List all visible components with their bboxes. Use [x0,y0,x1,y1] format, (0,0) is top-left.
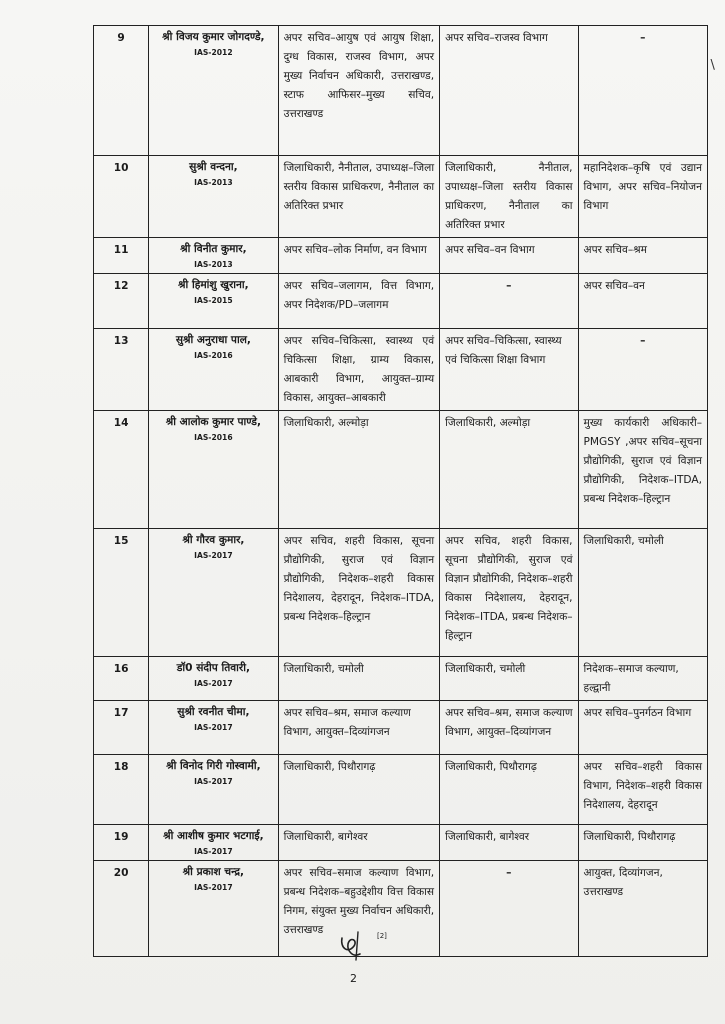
present-posting: अपर सचिव–श्रम, समाज कल्याण विभाग, आयुक्त–दिव्यांगजन [278,701,440,755]
officer-cell [149,156,278,238]
officer-name: श्री आलोक कुमार पाण्डे, [165,416,261,428]
officer-name: श्री विनोद गिरी गोस्वामी, [166,760,261,772]
new-posting: अपर सचिव–पुनर्गठन विभाग [578,701,707,755]
present-posting: अपर सचिव–आयुष एवं आयुष शिक्षा, दुग्ध विकास, राजस्व विभाग, अपर मुख्य निर्वाचन अधिकारी, उत्तराखण्ड, स्टाफ आफिसर–मुख्य सचिव, उत्तराखण्ड [278,26,440,156]
proposed-posting: जिलाधिकारी, अल्मोड़ा [440,411,578,529]
serial-number: 11 [94,238,149,274]
new-posting: अपर सचिव–वन [578,274,707,329]
proposed-posting: जिलाधिकारी, नैनीताल, उपाध्यक्ष–जिला स्तरीय विकास प्राधिकरण, नैनीताल का अतिरिक्त प्रभार [440,156,578,238]
dash-mark: – [640,335,646,347]
new-posting: अपर सचिव–शहरी विकास विभाग, निदेशक–शहरी विकास निदेशालय, देहरादून [578,755,707,825]
serial-number: 15 [94,529,149,657]
officer-batch: IAS-2017 [194,883,233,892]
new-posting: जिलाधिकारी, चमोली [578,529,707,657]
officer-cell [149,657,278,701]
serial-number: 17 [94,701,149,755]
officer-cell [149,825,278,861]
officer-name: श्री विनीत कुमार, [180,243,247,255]
serial-number: 9 [94,26,149,156]
proposed-posting: अपर सचिव–राजस्व विभाग [440,26,578,156]
new-posting: जिलाधिकारी, पिथौरागढ़ [578,825,707,861]
table-row [94,26,708,156]
officer-cell [149,329,278,411]
proposed-posting: जिलाधिकारी, बागेश्वर [440,825,578,861]
proposed-posting [440,861,578,957]
officer-name: श्री प्रकाश चन्द्र, [182,866,245,878]
margin-mark: ∖ [708,58,717,73]
proposed-posting: जिलाधिकारी, पिथौरागढ़ [440,755,578,825]
table-row [94,529,708,657]
officer-name: श्री गौरव कुमार, [182,534,245,546]
officer-cell [149,411,278,529]
officer-cell [149,26,278,156]
officer-name: श्री हिमांशु खुराना, [178,279,249,291]
new-posting: महानिदेशक–कृषि एवं उद्यान विभाग, अपर सचिव–नियोजन विभाग [578,156,707,238]
officer-cell [149,238,278,274]
officer-batch: IAS-2017 [194,679,233,688]
signature-mark [338,930,378,962]
new-posting: आयुक्त, दिव्यांगजन, उत्तराखण्ड [578,861,707,957]
present-posting: जिलाधिकारी, चमोली [278,657,440,701]
new-posting: मुख्य कार्यकारी अधिकारी–PMGSY ,अपर सचिव–सूचना प्रौद्योगिकी, सुराज एवं विज्ञान प्रौद्योगिकी, निदेशक–ITDA, प्रबन्ध निदेशक–हिल्ट्रान [578,411,707,529]
officer-batch: IAS-2012 [194,48,233,57]
officer-name: श्री विजय कुमार जोगदण्डे, [162,31,265,43]
officer-batch: IAS-2016 [194,351,233,360]
officer-batch: IAS-2016 [194,433,233,442]
officer-name: सुश्री वन्दना, [189,161,238,173]
proposed-posting [440,274,578,329]
table-row [94,701,708,755]
present-posting: जिलाधिकारी, अल्मोड़ा [278,411,440,529]
officer-name: डॉ0 संदीप तिवारी, [176,662,250,674]
present-posting: जिलाधिकारी, पिथौरागढ़ [278,755,440,825]
proposed-posting: अपर सचिव, शहरी विकास, सूचना प्रौद्योगिकी, सुराज एवं विज्ञान प्रौद्योगिकी, निदेशक–शहरी विकास निदेशालय, देहरादून, निदेशक–ITDA, प्रबन्ध निदेशक–हिल्ट्रान [440,529,578,657]
serial-number: 12 [94,274,149,329]
officer-name: सुश्री अनुराधा पाल, [175,334,251,346]
present-posting: अपर सचिव–चिकित्सा, स्वास्थ्य एवं चिकित्सा शिक्षा, ग्राम्य विकास, आबकारी विभाग, आयुक्त–ग्राम्य विकास, आयुक्त–आबकारी [278,329,440,411]
officer-batch: IAS-2017 [194,777,233,786]
serial-number: 13 [94,329,149,411]
table-row [94,861,708,957]
table-row [94,657,708,701]
present-posting: अपर सचिव, शहरी विकास, सूचना प्रौद्योगिकी, सुराज एवं विज्ञान प्रौद्योगिकी, निदेशक–शहरी विकास निदेशालय, देहरादून, निदेशक–ITDA, प्रबन्ध निदेशक–हिल्ट्रान [278,529,440,657]
officer-name: सुश्री रवनीत चीमा, [177,706,250,718]
officer-cell [149,701,278,755]
serial-number: 18 [94,755,149,825]
new-posting [578,329,707,411]
proposed-posting: जिलाधिकारी, चमोली [440,657,578,701]
serial-number: 19 [94,825,149,861]
new-posting: अपर सचिव–श्रम [578,238,707,274]
officer-batch: IAS-2013 [194,260,233,269]
new-posting: निदेशक–समाज कल्याण, हल्द्वानी [578,657,707,701]
dash-mark: – [506,867,512,879]
dash-mark: – [640,32,646,44]
present-posting: अपर सचिव–समाज कल्याण विभाग, प्रबन्ध निदेशक–बहुउद्देशीय वित्त विकास निगम, संयुक्त मुख्य निर्वाचन अधिकारी, उत्तराखण्ड [278,861,440,957]
proposed-posting: अपर सचिव–चिकित्सा, स्वास्थ्य एवं चिकित्सा शिक्षा विभाग [440,329,578,411]
officer-batch: IAS-2015 [194,296,233,305]
officer-cell [149,529,278,657]
serial-number: 20 [94,861,149,957]
new-posting [578,26,707,156]
table-row [94,156,708,238]
transfer-table [93,25,708,957]
serial-number: 10 [94,156,149,238]
present-posting: अपर सचिव–लोक निर्माण, वन विभाग [278,238,440,274]
dash-mark: – [506,280,512,292]
page-number: 2 [350,972,357,985]
officer-batch: IAS-2017 [194,551,233,560]
officer-name: श्री आशीष कुमार भटगाई, [163,830,264,842]
table-row [94,411,708,529]
present-posting: जिलाधिकारी, बागेश्वर [278,825,440,861]
table-row [94,825,708,861]
present-posting: जिलाधिकारी, नैनीताल, उपाध्यक्ष–जिला स्तरीय विकास प्राधिकरण, नैनीताल का अतिरिक्त प्रभार [278,156,440,238]
table-row [94,755,708,825]
table-row [94,329,708,411]
officer-cell [149,274,278,329]
officer-batch: IAS-2017 [194,847,233,856]
proposed-posting: अपर सचिव–श्रम, समाज कल्याण विभाग, आयुक्त–दिव्यांगजन [440,701,578,755]
proposed-posting: अपर सचिव–वन विभाग [440,238,578,274]
officer-batch: IAS-2017 [194,723,233,732]
serial-number: 16 [94,657,149,701]
table-row [94,238,708,274]
signature-note: [2] [377,932,387,940]
present-posting: अपर सचिव–जलागम, वित्त विभाग, अपर निदेशक/PD–जलागम [278,274,440,329]
officer-batch: IAS-2013 [194,178,233,187]
officer-cell [149,861,278,957]
serial-number: 14 [94,411,149,529]
table-row [94,274,708,329]
officer-cell [149,755,278,825]
